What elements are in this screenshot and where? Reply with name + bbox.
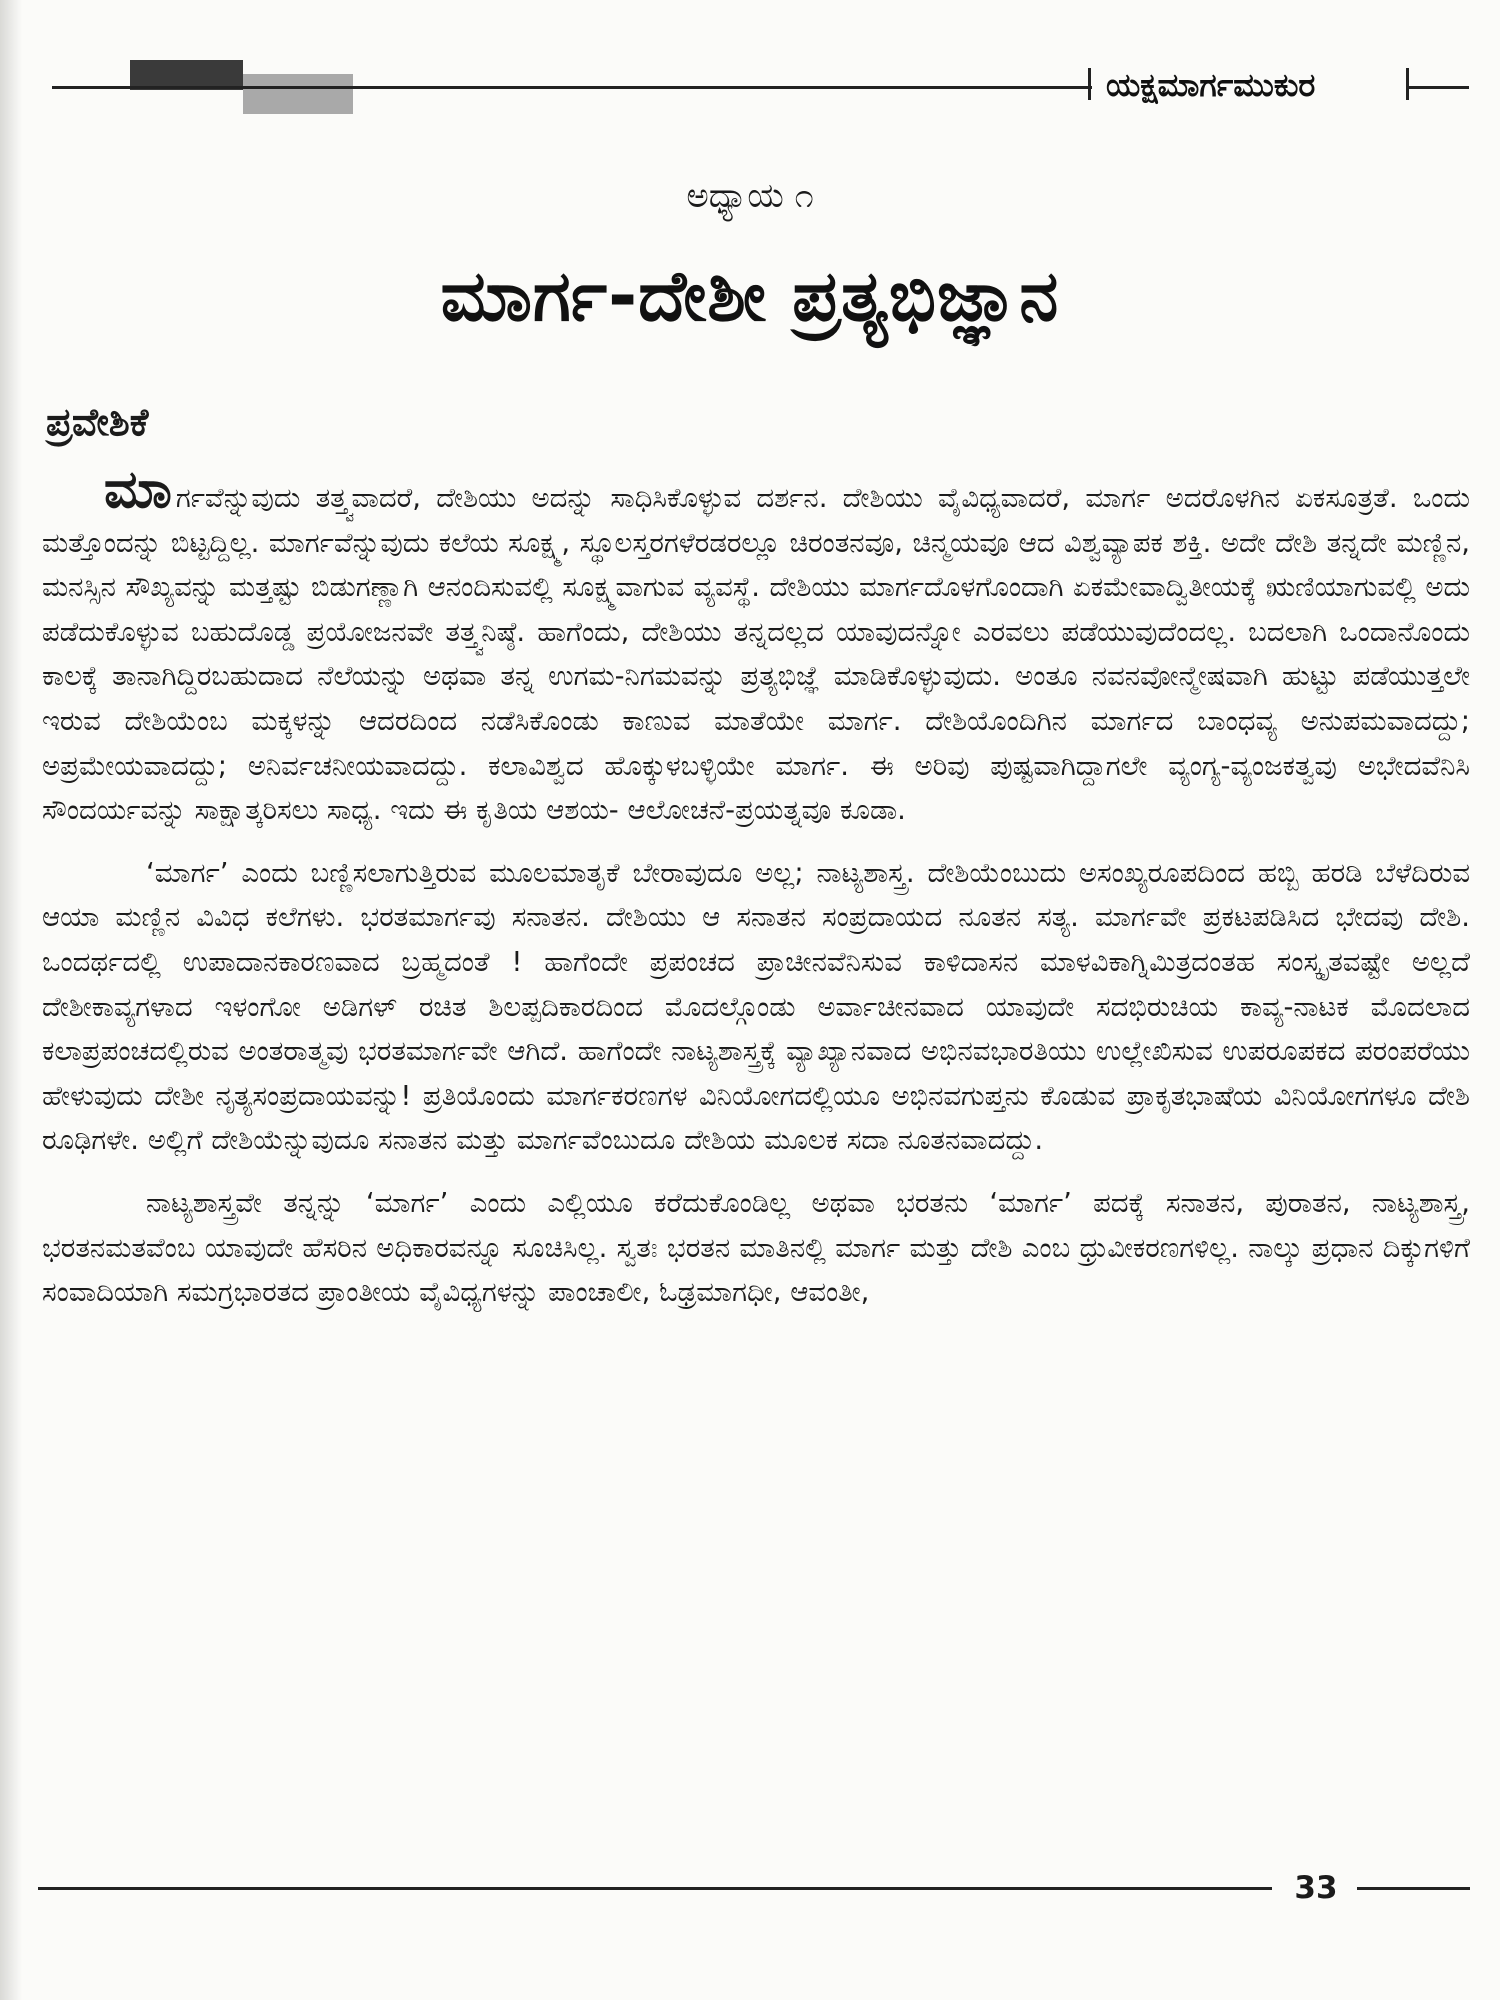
drop-cap: ಮಾ xyxy=(104,460,172,520)
header-rule-right xyxy=(1409,86,1469,89)
chapter-title: ಮಾರ್ಗ-ದೇಶೀ ಪ್ರತ್ಯಭಿಜ್ಞಾನ xyxy=(440,255,1060,337)
section-title: ಪ್ರವೇಶಿಕೆ xyxy=(46,400,149,444)
running-header-title: ಯಕ್ಷಮಾರ್ಗಮುಕುರ xyxy=(1106,66,1316,104)
page-number: 33 xyxy=(1294,1870,1338,1906)
paragraph-2: ‘ಮಾರ್ಗ’ ಎಂದು ಬಣ್ಣಿಸಲಾಗುತ್ತಿರುವ ಮೂಲಮಾತೃಕೆ ಬೇರಾವುದೂ ಅಲ್ಲ; ನಾಟ್ಯಶಾಸ್ತ್ರ. ದೇಶಿಯೆಂಬುದು ಅಸಂಖ್ಯರೂಪದಿಂದ ಹಬ್ಬಿ ಹರಡಿ ಬೆಳೆದಿರುವ ಆಯಾ ಮಣ್ಣಿನ ವಿವಿಧ ಕಲೆಗಳು. ಭರತಮಾರ್ಗವು ಸನಾತನ. ದೇಶಿಯು ಆ ಸನಾತನ ಸಂಪ್ರದಾಯದ ನೂತನ ಸತ್ಯ. ಮಾರ್ಗವೇ ಪ್ರಕಟಪಡಿಸಿದ ಭೇದವು ದೇಶಿ. ಒಂದರ್ಥದಲ್ಲಿ ಉಪಾದಾನಕಾರಣವಾದ ಬ್ರಹ್ಮದಂತೆ ! ಹಾಗೆಂದೇ ಪ್ರಪಂಚದ ಪ್ರಾಚೀನವೆನಿಸುವ ಕಾಳಿದಾಸನ ಮಾಳವಿಕಾಗ್ನಿಮಿತ್ರದಂತಹ ಸಂಸ್ಕೃತವಷ್ಟೇ ಅಲ್ಲದೆ ದೇಶೀಕಾವ್ಯಗಳಾದ ಇಳಂಗೋ ಅಡಿಗಳ್ ರಚಿತ ಶಿಲಪ್ಪದಿಕಾರದಿಂದ ಮೊದಲ್ಗೊಂಡು ಅರ್ವಾಚೀನವಾದ ಯಾವುದೇ ಸದಭಿರುಚಿಯ ಕಾವ್ಯ-ನಾಟಕ ಮೊದಲಾದ ಕಲಾಪ್ರಪಂಚದಲ್ಲಿರುವ ಅಂತರಾತ್ಮವು ಭರತಮಾರ್ಗವೇ ಆಗಿದೆ. ಹಾಗೆಂದೇ ನಾಟ್ಯಶಾಸ್ತ್ರಕ್ಕೆ ವ್ಯಾಖ್ಯಾನವಾದ ಅಭಿನವಭಾರತಿಯು ಉಲ್ಲೇಖಿಸುವ ಉಪರೂಪಕದ ಪರಂಪರೆಯು ಹೇಳುವುದು ದೇಶೀ ನೃತ್ಯಸಂಪ್ರದಾಯವನ್ನು! ಪ್ರತಿಯೊಂದು ಮಾರ್ಗಕರಣಗಳ ವಿನಿಯೋಗದಲ್ಲಿಯೂ ಅಭಿನವಗುಪ್ತನು ಕೊಡುವ ಪ್ರಾಕೃತಭಾಷೆಯ ವಿನಿಯೋಗಗಳೂ ದೇಶಿ ರೂಢಿಗಳೇ. ಅಲ್ಲಿಗೆ ದೇಶಿಯೆನ್ನುವುದೂ ಸನಾತನ ಮತ್ತು ಮಾರ್ಗವೆಂಬುದೂ ದೇಶಿಯ ಮೂಲಕ ಸದಾ ನೂತನವಾದದ್ದು. xyxy=(42,856,1470,1157)
header-tick-right xyxy=(1406,68,1409,100)
paragraph-1-text: ರ್ಗವೆನ್ನುವುದು ತತ್ತ್ವವಾದರೆ, ದೇಶಿಯು ಅದನ್ನು ಸಾಧಿಸಿಕೊಳ್ಳುವ ದರ್ಶನ. ದೇಶಿಯು ವೈವಿಧ್ಯವಾದರೆ, ಮಾರ್ಗ ಅದರೊಳಗಿನ ಏಕಸೂತ್ರತೆ. ಒಂದು ಮತ್ತೊಂದನ್ನು ಬಿಟ್ಟದ್ದಿಲ್ಲ. ಮಾರ್ಗವೆನ್ನುವುದು ಕಲೆಯ ಸೂಕ್ಷ್ಮ, ಸ್ಥೂಲಸ್ತರಗಳೆರಡರಲ್ಲೂ ಚಿರಂತನವೂ, ಚಿನ್ಮಯವೂ ಆದ ವಿಶ್ವವ್ಯಾಪಕ ಶಕ್ತಿ. ಅದೇ ದೇಶಿ ತನ್ನದೇ ಮಣ್ಣಿನ, ಮನಸ್ಸಿನ ಸೌಖ್ಯವನ್ನು ಮತ್ತಷ್ಟು ಬಿಡುಗಣ್ಣಾಗಿ ಆನಂದಿಸುವಲ್ಲಿ ಸೂಕ್ಷ್ಮವಾಗುವ ವ್ಯವಸ್ಥೆ. ದೇಶಿಯು ಮಾರ್ಗದೊಳಗೊಂದಾಗಿ ಏಕಮೇವಾದ್ವಿತೀಯಕ್ಕೆ ಋಣಿಯಾಗುವಲ್ಲಿ ಅದು ಪಡೆದುಕೊಳ್ಳುವ ಬಹುದೊಡ್ಡ ಪ್ರಯೋಜನವೇ ತತ್ತ್ವನಿಷ್ಠೆ. ಹಾಗೆಂದು, ದೇಶಿಯು ತನ್ನದಲ್ಲದ ಯಾವುದನ್ನೋ ಎರವಲು ಪಡೆಯುವುದೆಂದಲ್ಲ. ಬದಲಾಗಿ ಒಂದಾನೊಂದು ಕಾಲಕ್ಕೆ ತಾನಾಗಿದ್ದಿರಬಹುದಾದ ನೆಲೆಯನ್ನು ಅಥವಾ ತನ್ನ ಉಗಮ-ನಿಗಮವನ್ನು ಪ್ರತ್ಯಭಿಜ್ಞೆ ಮಾಡಿಕೊಳ್ಳುವುದು. ಅಂತೂ ನವನವೋನ್ಮೇಷವಾಗಿ ಹುಟ್ಟು ಪಡೆಯುತ್ತಲೇ ಇರುವ ದೇಶಿಯೆಂಬ ಮಕ್ಕಳನ್ನು ಆದರದಿಂದ ನಡೆಸಿಕೊಂಡು ಕಾಣುವ ಮಾತೆಯೇ ಮಾರ್ಗ. ದೇಶಿಯೊಂದಿಗಿನ ಮಾರ್ಗದ ಬಾಂಧವ್ಯ ಅನುಪಮವಾದದ್ದು; ಅಪ್ರಮೇಯವಾದದ್ದು; ಅನಿರ್ವಚನೀಯವಾದದ್ದು. ಕಲಾವಿಶ್ವದ ಹೊಕ್ಕುಳಬಳ್ಳಿಯೇ ಮಾರ್ಗ. ಈ ಅರಿವು ಪುಷ್ಟವಾಗಿದ್ದಾಗಲೇ ವ್ಯಂಗ್ಯ-ವ್ಯಂಜಕತ್ವವು ಅಭೇದವೆನಿಸಿ ಸೌಂದರ್ಯವನ್ನು ಸಾಕ್ಷಾತ್ಕರಿಸಲು ಸಾಧ್ಯ. ಇದು ಈ ಕೃತಿಯ ಆಶಯ- ಆಲೋಚನೆ-ಪ್ರಯತ್ನವೂ ಕೂಡಾ. xyxy=(42,482,1470,827)
header-decor-grey-block xyxy=(243,74,353,114)
footer-rule-right xyxy=(1357,1887,1470,1890)
header-rule-left xyxy=(52,86,1092,89)
chapter-label: ಅಧ್ಯಾಯ ೧ xyxy=(686,176,814,216)
body-text xyxy=(42,460,1470,1315)
header-tick-left xyxy=(1088,68,1091,100)
footer-rule-left xyxy=(38,1887,1272,1890)
paragraph-3: ನಾಟ್ಯಶಾಸ್ತ್ರವೇ ತನ್ನನ್ನು ‘ಮಾರ್ಗ’ ಎಂದು ಎಲ್ಲಿಯೂ ಕರೆದುಕೊಂಡಿಲ್ಲ ಅಥವಾ ಭರತನು ‘ಮಾರ್ಗ’ ಪದಕ್ಕೆ ಸನಾತನ, ಪುರಾತನ, ನಾಟ್ಯಶಾಸ್ತ್ರ, ಭರತನಮತವೆಂಬ ಯಾವುದೇ ಹೆಸರಿನ ಅಧಿಕಾರವನ್ನೂ ಸೂಚಿಸಿಲ್ಲ. ಸ್ವತಃ ಭರತನ ಮಾತಿನಲ್ಲಿ ಮಾರ್ಗ ಮತ್ತು ದೇಶಿ ಎಂಬ ಧ್ರುವೀಕರಣಗಳಿಲ್ಲ. ನಾಲ್ಕು ಪ್ರಧಾನ ದಿಕ್ಕುಗಳಿಗೆ ಸಂವಾದಿಯಾಗಿ ಸಮಗ್ರಭಾರತದ ಪ್ರಾಂತೀಯ ವೈವಿಧ್ಯಗಳನ್ನು ಪಾಂಚಾಲೀ, ಓಢ್ರಮಾಗಧೀ, ಆವಂತೀ, xyxy=(42,1186,1470,1309)
paragraph-1 xyxy=(42,460,1470,833)
